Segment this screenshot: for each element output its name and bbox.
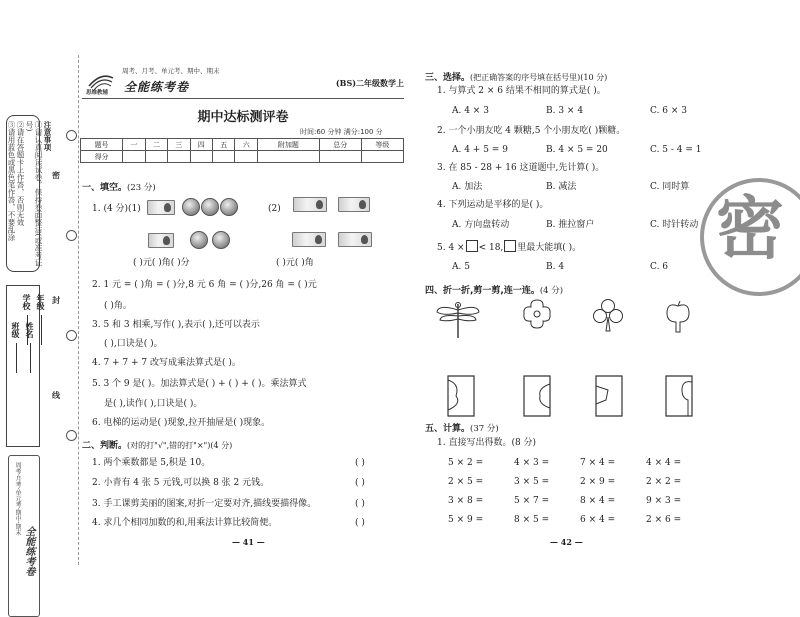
binding-hole [66,230,77,241]
section-2-heading: 二、判断。 [82,441,128,451]
flower-shape-icon [520,297,554,331]
judge-bracket[interactable]: ( ) [355,458,365,468]
score-header-cell: 一 [123,139,145,151]
binding-hole [66,330,77,341]
q1-fill-b[interactable]: ( )元( )角 [276,258,314,268]
grade-label: 年级 [36,294,46,310]
q4[interactable]: 4. 7 + 7 + 7 改写成乘法算式是( )。 [92,358,241,368]
choice-q3: 3. 在 85 - 28 + 16 这道题中,先计算( )。 [437,163,605,173]
score-cell[interactable] [123,151,145,163]
notice-title: 注意事项 [43,121,52,151]
q2-line-1[interactable]: 2. 1 元 = ( )角 = ( )分,8 元 6 角 = ( )分,26 角 = ( )元 [92,280,317,290]
score-header-cell: 四 [190,139,212,151]
score-header-cell: 题号 [81,139,123,151]
choice-q5-post: 里最大能填( )。 [517,243,582,253]
judge-item-1: 1. 两个乘数都是 5,积是 10。 [92,458,211,468]
score-header-cell: 六 [235,139,257,151]
watermark-mi: 密 [716,190,785,269]
strip-brand-box [8,455,40,617]
calc-item[interactable]: 7 × 4 = [580,458,616,468]
section-1-heading: 一、填空。 [82,183,128,193]
section-4-heading: 四、折一折,剪一剪,连一连。 [425,286,540,296]
q5-line-2[interactable]: 是( ),读作( ),口诀是( )。 [104,399,203,409]
section-5-score: (37 分) [470,424,499,434]
q3-line-1[interactable]: 3. 5 和 3 相乘,写作( ),表示( ),还可以表示 [92,320,260,330]
notice-line-3: ③请用蓝色或黑色笔作答，不要乱涂 [7,121,16,241]
q1-part2-label: (2) [268,204,281,214]
choice-q5-pre: 5. 4 × [437,243,465,253]
dragonfly-shape-icon [433,300,483,340]
calc-item[interactable]: 4 × 3 = [514,458,550,468]
choice-q4-a[interactable]: A. 方向盘转动 [452,220,510,230]
calc-item[interactable]: 5 × 2 = [448,458,484,468]
choice-q3-a[interactable]: A. 加法 [452,182,483,192]
score-header-cell: 总分 [319,139,361,151]
q5-line-1[interactable]: 5. 3 个 9 是( )。加法算式是( ) + ( ) + ( )。乘法算式 [92,379,307,389]
left-header [82,62,404,99]
page-number-right: — 42 — [550,537,583,547]
notice-text [7,121,52,271]
judge-bracket[interactable]: ( ) [355,518,365,528]
class-label: 班级 [11,322,21,338]
score-row [81,151,404,163]
folded-paper-2-icon [522,374,552,418]
choice-q1-c[interactable]: C. 6 × 3 [650,106,688,116]
seal-mi: 密 [52,170,60,180]
score-table [80,138,404,163]
notice-line-1: ①请认真阅读试卷，保持卷面整洁(或准考证号) [25,121,43,267]
choice-q4: 4. 下列运动是平移的是( )。 [437,200,549,210]
header-tags: 周考、月考、单元考、期中、期末 [122,67,220,75]
clover-shape-icon [592,297,624,333]
choice-q4-c[interactable]: C. 时针转动 [650,220,699,230]
score-cell[interactable] [235,151,257,163]
binding-hole [66,430,77,441]
section-3-note: (把正确答案的序号填在括号里)(10 分) [470,73,608,82]
q3-line-2[interactable]: ( ),口诀是( )。 [104,339,163,349]
section-3-heading: 三、选择。 [425,73,471,83]
judge-item-4: 4. 求几个相同加数的和,用乘法计算比较简便。 [92,518,278,528]
score-header-cell: 二 [145,139,167,151]
score-cell[interactable] [190,151,212,163]
calc-item[interactable]: 6 × 4 = [580,515,616,525]
coin-icon [201,198,219,216]
calc-item[interactable]: 8 × 5 = [514,515,550,525]
calc-item[interactable]: 8 × 4 = [580,496,616,506]
choice-q5-a[interactable]: A. 5 [452,262,470,272]
section-1-score: (23 分) [127,183,156,193]
grade-name-col [25,294,47,375]
score-cell[interactable] [319,151,361,163]
judge-bracket[interactable]: ( ) [355,499,365,509]
choice-q1: 1. 与算式 2 × 6 结果不相同的算式是( )。 [437,86,606,96]
calc-item[interactable]: 2 × 9 = [580,477,616,487]
calc-item[interactable]: 3 × 5 = [514,477,550,487]
notice-box [6,115,52,272]
calc-item[interactable]: 2 × 5 = [448,477,484,487]
choice-q4-b[interactable]: B. 推拉窗户 [546,220,595,230]
coin-icon [220,198,238,216]
page-title: 期中达标测评卷 [197,110,289,125]
section-2-note: (对的打"√",错的打"×")(4 分) [127,441,233,450]
banknote-icon [338,232,372,247]
coin-icon [190,231,208,249]
folded-paper-1-icon [446,374,476,418]
binding-strip [0,55,79,576]
calc-q1-label: 1. 直接写出得数。(8 分) [437,438,537,448]
score-cell[interactable] [213,151,235,163]
choice-q1-b[interactable]: B. 3 × 4 [546,106,584,116]
school-label: 学校 [22,294,32,310]
notice-line-2: ②请在答题卡上作答，否则无效 [16,121,25,226]
header-brand: 全能练考卷 [124,80,190,94]
section-4-title [425,283,563,296]
q1-label: 1. (4 分)(1) [92,204,141,214]
blank-box[interactable] [504,240,516,252]
binding-hole [66,130,77,141]
logo-text: 思维教辅 [86,90,109,96]
coin-icon [212,231,230,249]
q2-line-2[interactable]: ( )角。 [104,301,132,311]
folded-paper-3-icon [594,374,624,418]
judge-item-3: 3. 手工课剪美丽的图案,对折一定要对齐,描线要描得像。 [92,499,317,509]
folded-paper-4-icon [664,374,694,418]
q1-fill-a[interactable]: ( )元( )角( )分 [133,258,190,268]
calc-item[interactable]: 9 × 3 = [646,496,682,506]
coin-icon [182,198,200,216]
student-info-box [6,285,46,447]
choice-q2-a[interactable]: A. 4 + 5 = 9 [452,145,508,155]
q6[interactable]: 6. 电梯的运动是( )现象,拉开抽屉是( )现象。 [92,418,271,428]
score-header-cell: 三 [168,139,190,151]
banknote-icon [293,197,327,212]
section-3-title [425,70,607,83]
score-header-cell: 五 [213,139,235,151]
calc-item[interactable]: 5 × 9 = [448,515,484,525]
section-2-title [82,438,232,451]
apple-shape-icon [664,298,692,334]
banknote-jiao-icon [148,233,174,248]
choice-q2-b[interactable]: B. 4 × 5 = 20 [546,145,608,155]
banknote-1yuan-icon [147,200,175,215]
calc-item[interactable]: 3 × 8 = [448,496,484,506]
choice-q2-c[interactable]: C. 5 - 4 = 1 [650,145,702,155]
choice-q5-b[interactable]: B. 4 [546,262,565,272]
strip-brand-main: 全能练考卷 [23,526,34,576]
score-header-cell: 等级 [361,139,403,151]
calc-item[interactable]: 4 × 4 = [646,458,682,468]
time-score-info: 时间:60 分钟 满分:100 分 [300,128,383,136]
choice-q5-c[interactable]: C. 6 [650,262,669,272]
score-cell[interactable] [257,151,319,163]
calc-item[interactable]: 5 × 7 = [514,496,550,506]
blank-box[interactable] [466,240,478,252]
banknote-icon [292,232,326,247]
seal-xian: 线 [52,390,60,400]
score-header-cell: 附加题 [257,139,319,151]
score-header-row [81,139,404,151]
score-cell[interactable] [168,151,190,163]
choice-q5 [437,240,581,254]
score-cell[interactable] [361,151,403,163]
name-label: 姓名 [25,322,35,338]
seal-feng: 封 [52,295,60,305]
judge-bracket[interactable]: ( ) [355,478,365,488]
score-row-label: 得分 [81,151,123,163]
calc-item[interactable]: 2 × 2 = [646,477,682,487]
section-1-title [82,180,156,193]
section-5-title [425,421,499,434]
score-cell[interactable] [145,151,167,163]
header-grade: (BS)二年级数学上 [335,78,404,88]
choice-q3-b[interactable]: B. 减法 [546,182,577,192]
choice-q1-a[interactable]: A. 4 × 3 [452,106,489,116]
banknote-icon [338,197,370,212]
section-5-heading: 五、计算。 [425,424,471,434]
page-number-left: — 41 — [232,537,265,547]
judge-item-2: 2. 小青有 4 张 5 元钱,可以换 8 张 2 元钱。 [92,478,270,488]
section-4-score: (4 分) [539,286,564,296]
choice-q3-c[interactable]: C. 同时算 [650,182,690,192]
choice-q2: 2. 一个小朋友吃 4 颗糖,5 个小朋友吃( )颗糖。 [437,126,626,136]
calc-item[interactable]: 2 × 6 = [646,515,682,525]
choice-q5-mid: < 18, [478,243,504,253]
strip-brand-tags: 周考·月考·单元考·期中·期末 [14,462,21,536]
